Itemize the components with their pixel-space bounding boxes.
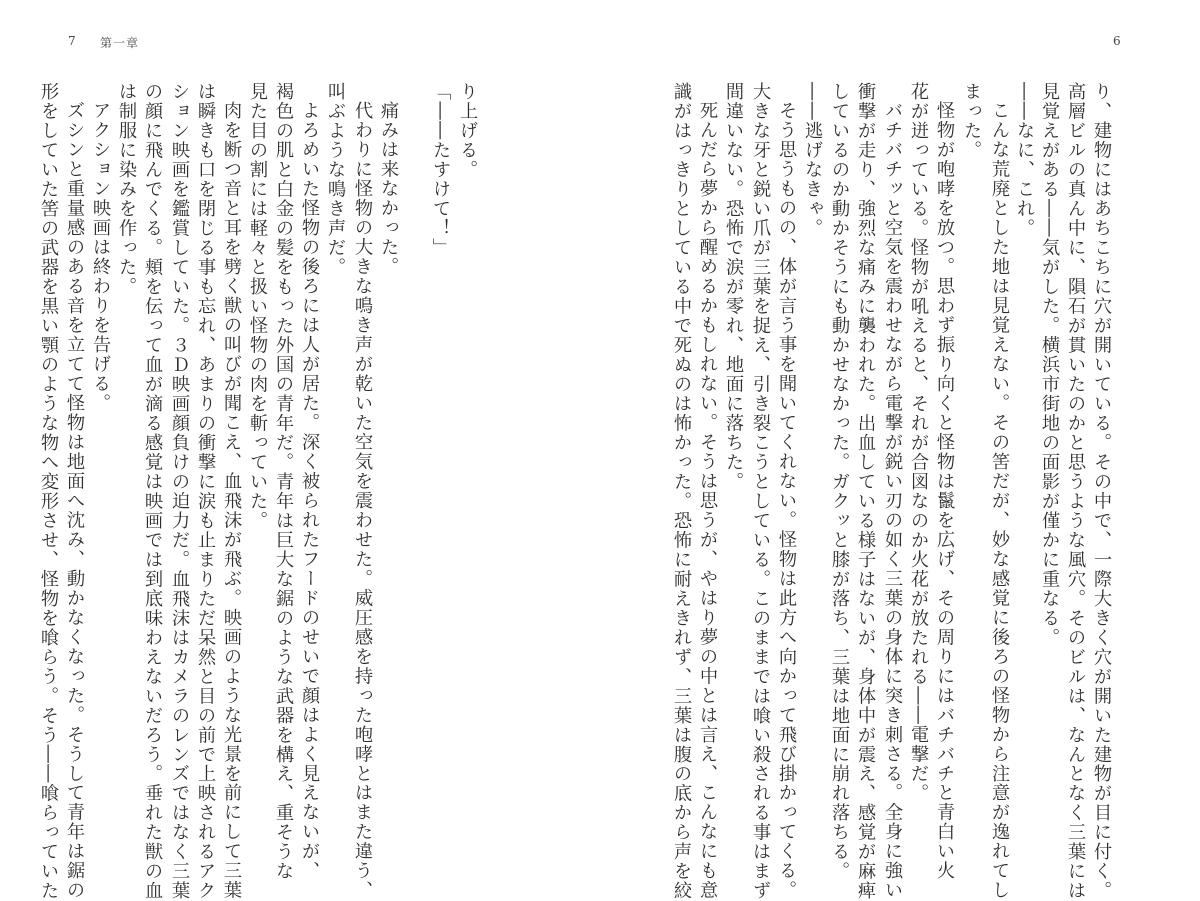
text-column: 高層ビルの真ん中に、隕石が貫いたのかと思うような風穴。そのビルは、なんとなく三葉には	[1065, 82, 1086, 901]
chapter-title: 第一章	[100, 36, 140, 50]
text-column: 識がはっきりとしている中で死ぬのは怖かった。恐怖に耐えきれず、三葉は腹の底から声を絞	[671, 82, 692, 901]
text-column: 大きな牙と鋭い爪が三葉を捉え、引き裂こうとしている。このままでは喰い殺される事はまず	[750, 82, 771, 901]
text-column: 死んだら夢から醒めるかもしれない。そうは思うが、やはり夢の中とは言え、こんなにも意	[697, 100, 718, 900]
text-column: 怪物が咆哮を放つ。思わず振り向くと怪物は鬣を広げ、その周りにはバチバチと青白い火	[934, 100, 955, 881]
text-column: 見た目の割には軽々と扱い怪物の肉を斬っていた。	[247, 82, 268, 531]
text-column: ション映画を鑑賞していた。３Ｄ映画顔負けの迫力だ。血飛沫はカメラのレンズではなく三葉	[169, 82, 190, 901]
text-column: まった。	[961, 82, 982, 160]
right-page	[600, 0, 1200, 901]
text-column: 花が迸っている。怪物が吼えると、それが合図なのか火花が放たれる――電撃だ。	[908, 82, 929, 804]
text-column: 肉を断つ音と耳を劈く獣の叫びが聞こえ、血飛沫が飛ぶ。映画のような光景を前にして三葉	[221, 100, 242, 900]
dialogue-column: 「――たすけて！」	[430, 82, 451, 258]
text-column: バチバチッと空気を震わせながら電撃が鋭い刃の如く三葉の身体に突き刺さる。全身に強い	[882, 100, 903, 900]
page-number: 7	[68, 34, 76, 48]
text-column: り上げる。	[457, 82, 478, 180]
text-column: よろめいた怪物の後ろには人が居た。深く被られたフードのせいで顔はよく見えないが、	[299, 100, 320, 881]
text-column: は瞬きも口を閉じる事も忘れ、あまりの衝撃に涙も止まりただ呆然と目の前で上映されるアク	[195, 82, 216, 901]
text-column: ――なに、これ。	[1014, 82, 1035, 238]
text-column: 間違いない。恐怖で涙が零れ、地面に落ちた。	[723, 82, 744, 492]
text-column: の顔に飛んでくる。頬を伝って血が滴る感覚は映画では到底味わえないだろう。垂れた獣の血	[142, 82, 163, 901]
text-column: 衝撃が走り、強烈な痛みに襲われた。出血している様子はないが、身体中が震え、感覚が麻痺	[855, 82, 876, 901]
text-column: 痛みは来なかった。	[378, 100, 399, 276]
page-number: 6	[1113, 34, 1121, 48]
text-column: そう思うものの、体が言う事を聞いてくれない。怪物は此方へ向かって飛び掛かってくる。	[776, 100, 797, 900]
text-column: しているのか動かそうにも動かせなかった。ガクッと膝が落ち、三葉は地面に崩れ落ちる。	[829, 82, 850, 882]
text-column: 形をしていた筈の武器を黒い顎のような物へ変形させ、怪物を喰らう。そう――喰らっていた	[38, 82, 59, 901]
text-column: 代わりに怪物の大きな鳴き声が乾いた空気を震わせた。威圧感を持った咆哮とはまた違う、	[352, 100, 373, 900]
text-column: 褐色の肌と白金の髪をもった外国の青年だ。青年は巨大な鋸のような武器を構え、重そうな	[273, 82, 294, 882]
text-column: は制服に染みを作った。	[116, 82, 137, 297]
text-column: 見覚えがある――気がした。横浜市街地の面影が僅かに重なる。	[1039, 82, 1060, 648]
text-column: ズシンと重量感のある音を立てて怪物は地面へ沈み、動かなくなった。そうして青年は鋸の	[64, 100, 85, 900]
text-column: 叫ぶような鳴き声だ。	[325, 82, 346, 277]
text-column: アクション映画は終わりを告げる。	[90, 100, 111, 413]
text-column: ――逃げなきゃ。	[802, 82, 823, 238]
text-column: こんな荒廃とした地は見覚えない。その筈だが、妙な感覚に後ろの怪物から注意が逸れてし	[989, 100, 1010, 900]
text-column: り、建物にはあちこちに穴が開いている。その中で、一際大きく穴が開いた建物が目に付く。	[1091, 82, 1112, 901]
